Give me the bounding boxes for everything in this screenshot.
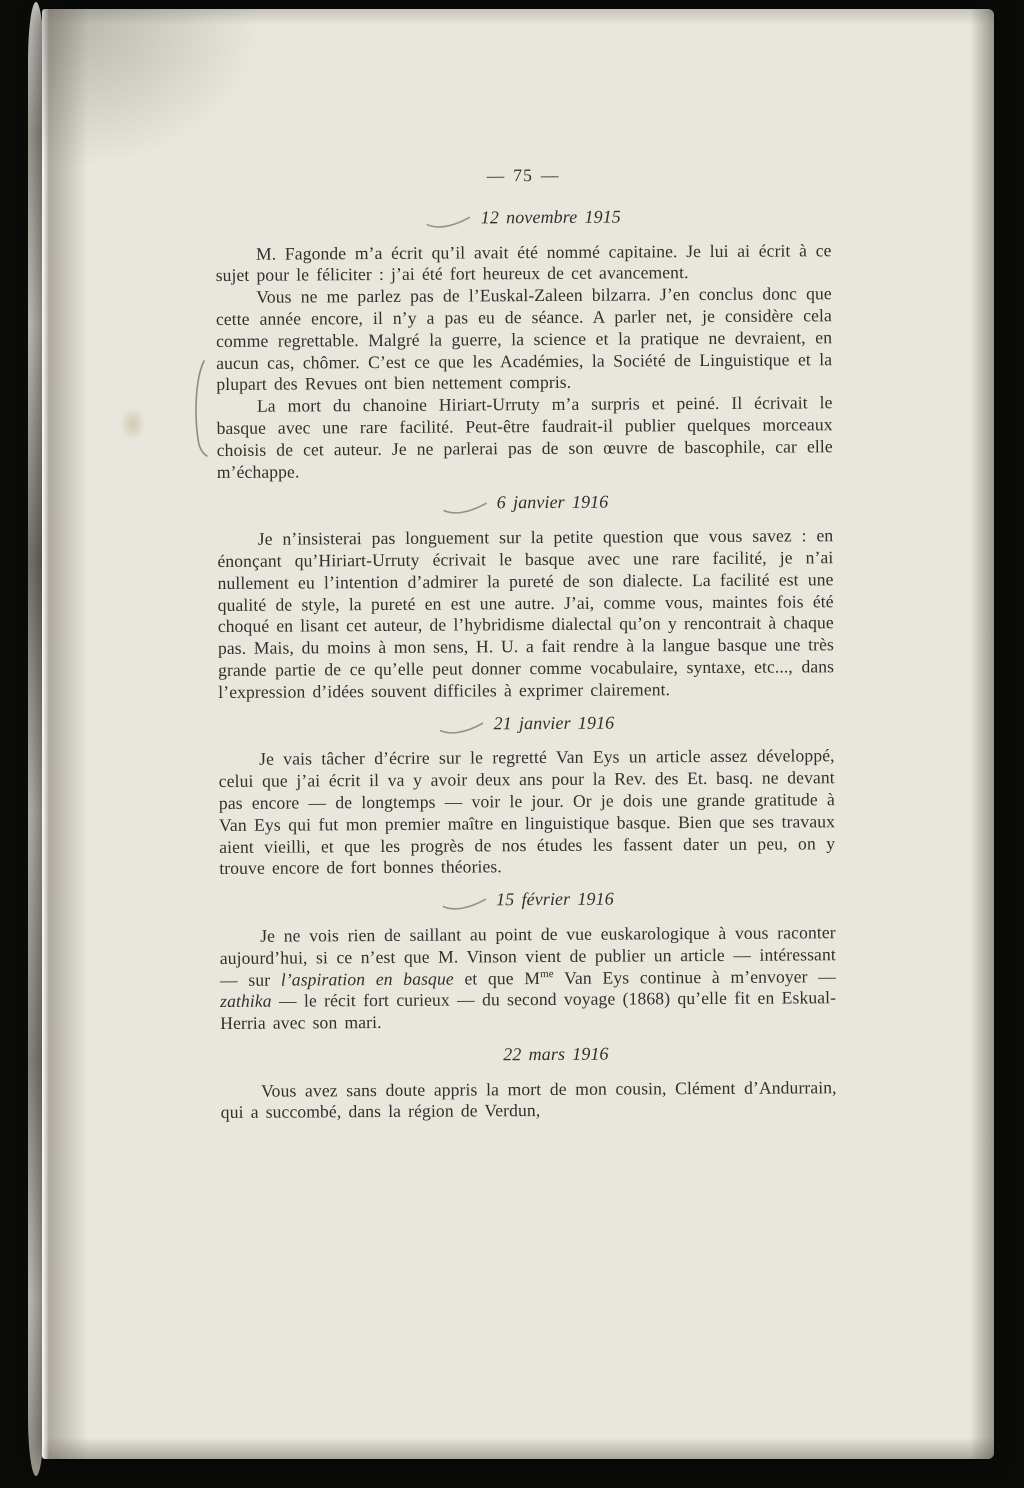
paragraph	[215, 240, 831, 287]
book-page	[42, 9, 994, 1459]
journal-entry	[219, 887, 836, 1035]
entry-date-heading	[218, 711, 834, 737]
italic-text: zathika	[220, 990, 272, 1012]
paragraph	[216, 283, 833, 396]
pencil-swoosh-mark	[426, 216, 472, 229]
paragraph	[217, 525, 834, 703]
page-number: — 75 —	[486, 164, 560, 186]
journal-entries	[215, 205, 837, 1124]
text-segment: Je ne vois rien de saillant au point de vue euskarologique à vous raconter aujourd’hui, si ce n’est que M. Vinson vient de publier un article — intéressant — sur	[219, 922, 836, 990]
entry-date: 6 janvier 1916	[496, 491, 609, 513]
text-segment: Vous avez sans doute appris la mort de mon cousin, Clément d’Andurrain, qui a succombé, dans la région de Verdun,	[220, 1076, 837, 1123]
text-segment: Van Eys continue à m’envoyer —	[553, 965, 837, 988]
pencil-swoosh-mark	[442, 501, 488, 514]
text-segment: Je vais tâcher d’écrire sur le regretté Van Eys un article assez développé, celui que j’ai écrit il va y avoir deux ans pour la Rev. des Et. basq. ne devant pas encore — de longtemps — voir le jour. Or je dois une grande gratitude à Van Eys qui fut mon premier maître en linguistique basque. Bien que ses travaux aient vieilli, et que les progrès de nos études les fassent dater un peu, on y trouve encore de fort bonnes théories.	[218, 745, 836, 879]
entry-date: 12 novembre 1915	[480, 206, 621, 228]
text-segment: et que M	[453, 967, 541, 989]
entry-date: 15 février 1916	[496, 888, 614, 910]
journal-entry	[218, 711, 835, 880]
journal-entry	[220, 1042, 836, 1124]
text-segment: me	[540, 967, 554, 980]
journal-entry	[217, 491, 834, 704]
printed-text-column	[215, 163, 837, 1124]
page-stain	[120, 407, 146, 441]
paragraph	[219, 746, 836, 881]
text-segment: M. Fagonde m’a écrit qu’il avait été nommé capitaine. Je lui ai écrit à ce sujet pour le féliciter : j’ai été fort heureux de cet avancement.	[215, 239, 832, 286]
entry-date: 22 mars 1916	[503, 1043, 609, 1065]
text-segment: — le récit fort curieux — du second voyage (1868) qu’elle fit en Eskual-Herria avec son mari.	[220, 987, 837, 1034]
entry-date-heading	[220, 1042, 836, 1068]
entry-date-heading	[219, 887, 835, 913]
entry-date-heading	[217, 491, 833, 517]
journal-entry	[215, 205, 833, 483]
text-segment: Je n’insisterai pas longuement sur la petite question que vous savez : en énonçant qu’Hiriart-Urruty écrivait le basque avec une rare facilité, je n’ai nullement eu l’intention d’admirer la pureté de son dialecte. La facilité est une qualité de style, la pureté en est une autre. J’ai, comme vous, maintes fois été choqué en lisant cet auteur, de l’hybridisme dialectal qu’on y rencontrait à chaque pas. Mais, du moins à mon sens, H. U. a fait rendre à la langue basque une très grande partie de ce qu’elle peut donner comme vocabulaire, syntaxe, etc..., dans l’expression d’idées souvent difficiles à exprimer clairement.	[217, 525, 835, 702]
pencil-swoosh-mark	[441, 898, 487, 911]
paragraph	[216, 392, 833, 483]
entry-date: 21 janvier 1916	[493, 712, 615, 733]
text-segment: La mort du chanoine Hiriart-Urruty m’a surpris et peiné. Il écrivait le basque avec une rare facilité. Peut-être faudrait-il publier quelques morceaux choisis de cet auteur. Je ne parlerai pas de son œuvre de bascophile, car elle m’échappe.	[216, 392, 833, 482]
entry-date-heading	[215, 205, 831, 231]
paragraph	[220, 922, 837, 1035]
paragraph	[221, 1077, 837, 1124]
margin-pencil-line	[192, 359, 210, 459]
pencil-swoosh-mark	[439, 721, 485, 734]
italic-text: l’aspiration en basque	[280, 968, 454, 990]
text-segment: Vous ne me parlez pas de l’Euskal-Zaleen bilzarra. J’en conclus donc que cette année encore, il n’y a pas eu de séance. A parler net, je considère cela comme regrettable. Malgré la guerre, la science et la pratique ne devraient, en aucun cas, chômer. C’est ce que les Académies, la Société de Linguistique et la plupart des Revues ont bien nettement compris.	[215, 283, 833, 395]
